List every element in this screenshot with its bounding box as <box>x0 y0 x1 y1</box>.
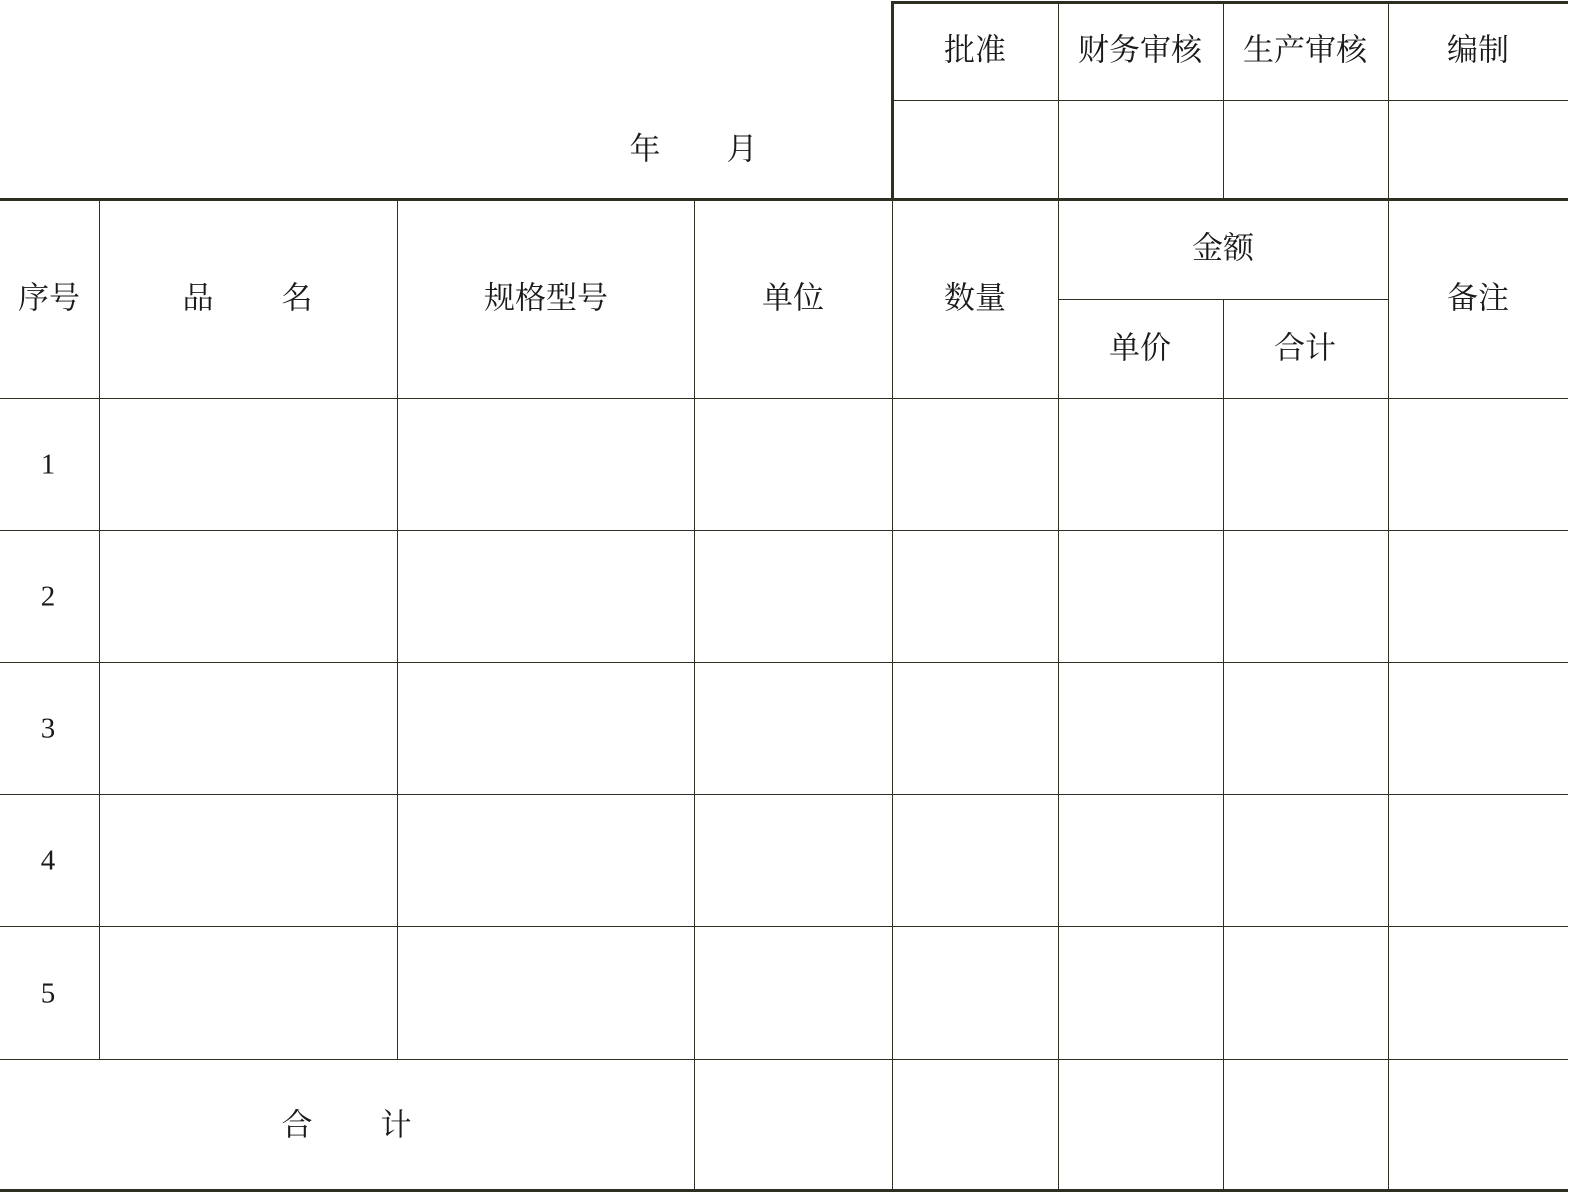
row-3-seq: 3 <box>40 712 56 745</box>
row-2-seq: 2 <box>40 580 56 613</box>
column-header-qty: 数量 <box>944 280 1006 317</box>
production-review-label: 生产审核 <box>1243 32 1367 69</box>
date-year-label: 年 <box>629 131 661 168</box>
prepared-by-signature-cell[interactable] <box>1389 101 1568 198</box>
grid-line-top <box>892 1 1568 4</box>
date-month-label: 月 <box>726 131 758 168</box>
column-header-unit-price: 单价 <box>1109 330 1171 367</box>
column-header-subtotal: 合计 <box>1274 330 1336 367</box>
column-header-unit: 单位 <box>762 280 824 317</box>
row-5-seq: 5 <box>40 977 56 1010</box>
grid-line-bottom <box>0 1189 1568 1192</box>
column-header-name-part-2: 名 <box>281 280 313 317</box>
finance-review-label: 财务审核 <box>1078 32 1202 69</box>
column-header-remark: 备注 <box>1447 280 1509 317</box>
row-1-seq: 1 <box>40 448 56 481</box>
approve-label: 批准 <box>944 32 1006 69</box>
column-header-seq: 序号 <box>18 280 80 317</box>
grid-line-header-bottom <box>0 198 1568 201</box>
table-row[interactable] <box>100 399 1568 530</box>
approve-signature-cell[interactable] <box>894 101 1058 198</box>
table-row[interactable] <box>100 795 1568 926</box>
column-header-spec: 规格型号 <box>484 280 608 317</box>
total-label-part-2: 计 <box>380 1107 412 1144</box>
finance-review-signature-cell[interactable] <box>1059 101 1223 198</box>
prepared-by-label: 编制 <box>1447 32 1509 69</box>
total-row[interactable] <box>695 1060 1568 1189</box>
column-header-name-part-1: 品 <box>182 280 214 317</box>
table-row[interactable] <box>100 927 1568 1059</box>
table-row[interactable] <box>100 531 1568 662</box>
row-4-seq: 4 <box>40 844 56 877</box>
production-review-signature-cell[interactable] <box>1224 101 1388 198</box>
table-row[interactable] <box>100 663 1568 794</box>
total-label-part-1: 合 <box>281 1107 313 1144</box>
column-header-amount: 金额 <box>1192 230 1254 267</box>
